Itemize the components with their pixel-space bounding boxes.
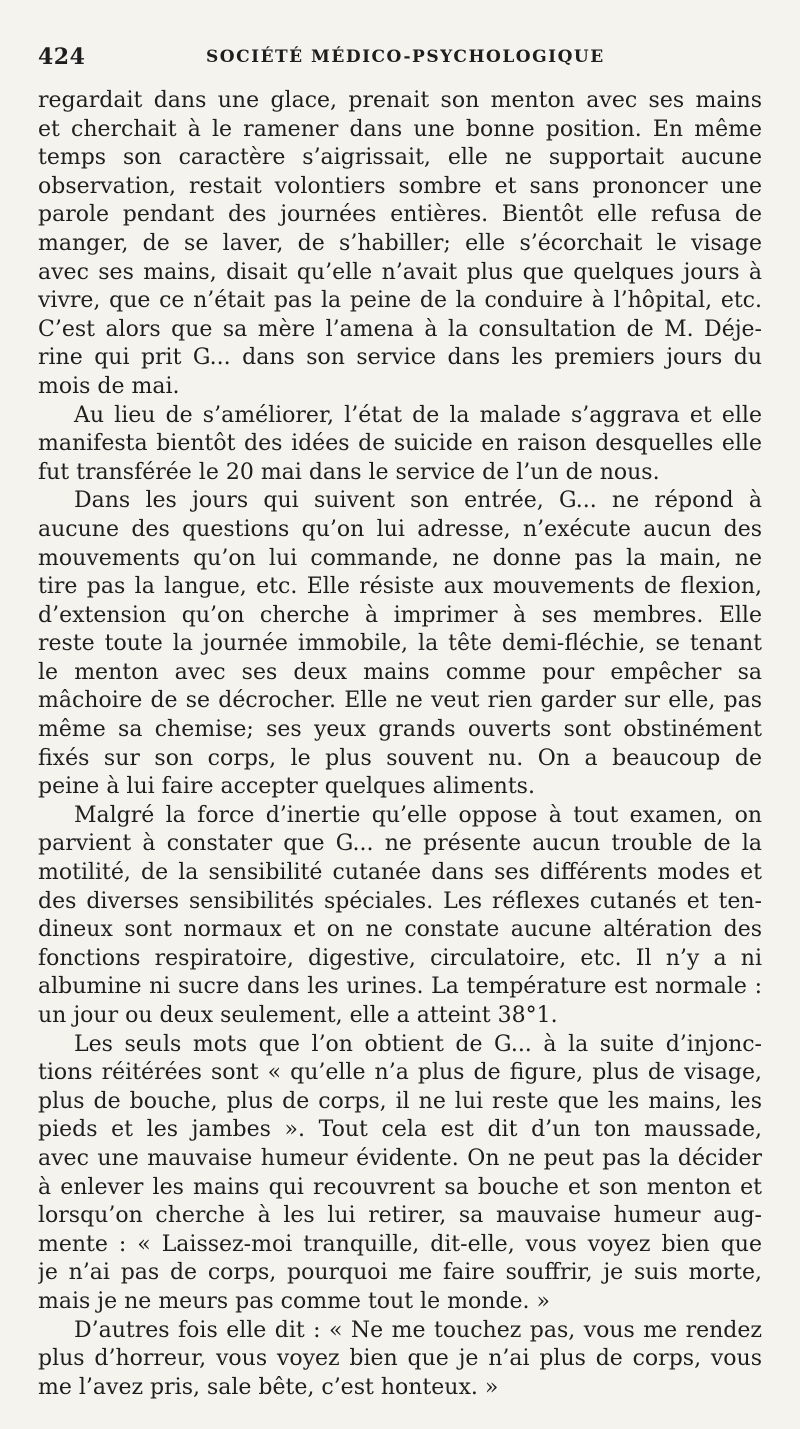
text-line: tions réitérées sont « qu’elle n’a plus de figure, plus de visage, xyxy=(38,1060,762,1086)
text-line: parole pendant des journées entières. Bientôt elle refusa de xyxy=(38,202,762,228)
text-line: parvient à constater que G... ne présente aucun trouble de la xyxy=(38,831,762,857)
text-line: fixés sur son corps, le plus souvent nu. On a beaucoup de xyxy=(38,745,762,771)
page-header xyxy=(38,42,768,72)
text-line: un jour ou deux seulement, elle a atteint 38°1. xyxy=(38,1003,558,1028)
running-title: SOCIÉTÉ MÉDICO-PSYCHOLOGIQUE xyxy=(206,47,605,67)
text-line: mois de mai. xyxy=(38,373,180,399)
text-line: fonctions respiratoire, digestive, circulatoire, etc. Il n’y a ni xyxy=(38,945,762,971)
text-line: motilité, de la sensibilité cutanée dans ses différents modes et xyxy=(38,860,762,886)
text-line: et cherchait à le ramener dans une bonne position. En même xyxy=(38,116,762,142)
text-line: pieds et les jambes ». Tout cela est dit d’un ton maussade, xyxy=(38,1117,762,1143)
text-line: avec ses mains, disait qu’elle n’avait plus que quelques jours à xyxy=(38,259,762,285)
text-line: mente : « Laissez-moi tranquille, dit-elle, vous voyez bien que xyxy=(38,1231,762,1257)
text-line: observation, restait volontiers sombre et sans prononcer une xyxy=(38,173,762,199)
text-line: avec une mauvaise humeur évidente. On ne peut pas la décider xyxy=(38,1145,762,1171)
text-line: temps son caractère s’aigrissait, elle ne supportait aucune xyxy=(38,145,762,171)
text-line: manger, de se laver, de s’habiller; elle s’écorchait le visage xyxy=(38,230,762,256)
text-line: même sa chemise; ses yeux grands ouverts sont obstinément xyxy=(38,717,762,743)
text-line: dineux sont normaux et on ne constate aucune altération des xyxy=(38,917,762,943)
text-line: manifesta bientôt des idées de suicide en raison desquelles elle xyxy=(38,431,762,457)
text-line: vivre, que ce n’était pas la peine de la conduire à l’hôpital, etc. xyxy=(38,288,762,314)
text-line: Au lieu de s’améliorer, l’état de la malade s’aggrava et elle xyxy=(74,402,762,428)
text-line: lorsqu’on cherche à les lui retirer, sa mauvaise humeur aug- xyxy=(38,1203,762,1229)
text-line: mais je ne meurs pas comme tout le monde. » xyxy=(38,1288,550,1314)
text-line: Malgré la force d’inertie qu’elle oppose à tout examen, on xyxy=(74,802,762,828)
body-text xyxy=(38,87,762,1402)
text-line: regardait dans une glace, prenait son menton avec ses mains xyxy=(38,88,762,113)
page-number: 424 xyxy=(38,44,86,70)
text-line: tire pas la langue, etc. Elle résiste aux mouvements de flexion, xyxy=(38,574,762,600)
text-line: plus de bouche, plus de corps, il ne lui reste que les mains, les xyxy=(38,1088,762,1114)
text-line: fut transférée le 20 mai dans le service de l’un de nous. xyxy=(38,459,660,485)
text-line: me l’avez pris, sale bête, c’est honteux. » xyxy=(38,1374,499,1400)
text-line: plus d’horreur, vous voyez bien que je n’ai plus de corps, vous xyxy=(38,1346,762,1372)
text-line: Dans les jours qui suivent son entrée, G... ne répond à xyxy=(74,488,762,514)
text-line: aucune des questions qu’on lui adresse, n’exécute aucun des xyxy=(38,516,762,542)
text-line: reste toute la journée immobile, la tête demi-fléchie, se tenant xyxy=(38,631,762,657)
text-line: je n’ai pas de corps, pourquoi me faire souffrir, je suis morte, xyxy=(38,1260,762,1286)
text-line: d’extension qu’on cherche à imprimer à ses membres. Elle xyxy=(38,602,762,628)
text-line: des diverses sensibilités spéciales. Les réflexes cutanés et ten- xyxy=(38,888,762,914)
text-line: D’autres fois elle dit : « Ne me touchez pas, vous me rendez xyxy=(74,1317,762,1343)
text-line: à enlever les mains qui recouvrent sa bouche et son menton et xyxy=(38,1174,762,1200)
text-line: Les seuls mots que l’on obtient de G... à la suite d’injonc- xyxy=(74,1031,762,1057)
text-line: mouvements qu’on lui commande, ne donne pas la main, ne xyxy=(38,545,762,571)
text-line: le menton avec ses deux mains comme pour empêcher sa xyxy=(38,659,762,685)
text-line: rine qui prit G... dans son service dans les premiers jours du xyxy=(38,345,762,371)
text-line: mâchoire de se décrocher. Elle ne veut rien garder sur elle, pas xyxy=(38,688,762,714)
text-line: C’est alors que sa mère l’amena à la consultation de M. Déje- xyxy=(38,316,762,342)
text-line: albumine ni sucre dans les urines. La température est normale : xyxy=(38,974,762,1000)
text-line: peine à lui faire accepter quelques aliments. xyxy=(38,774,535,800)
